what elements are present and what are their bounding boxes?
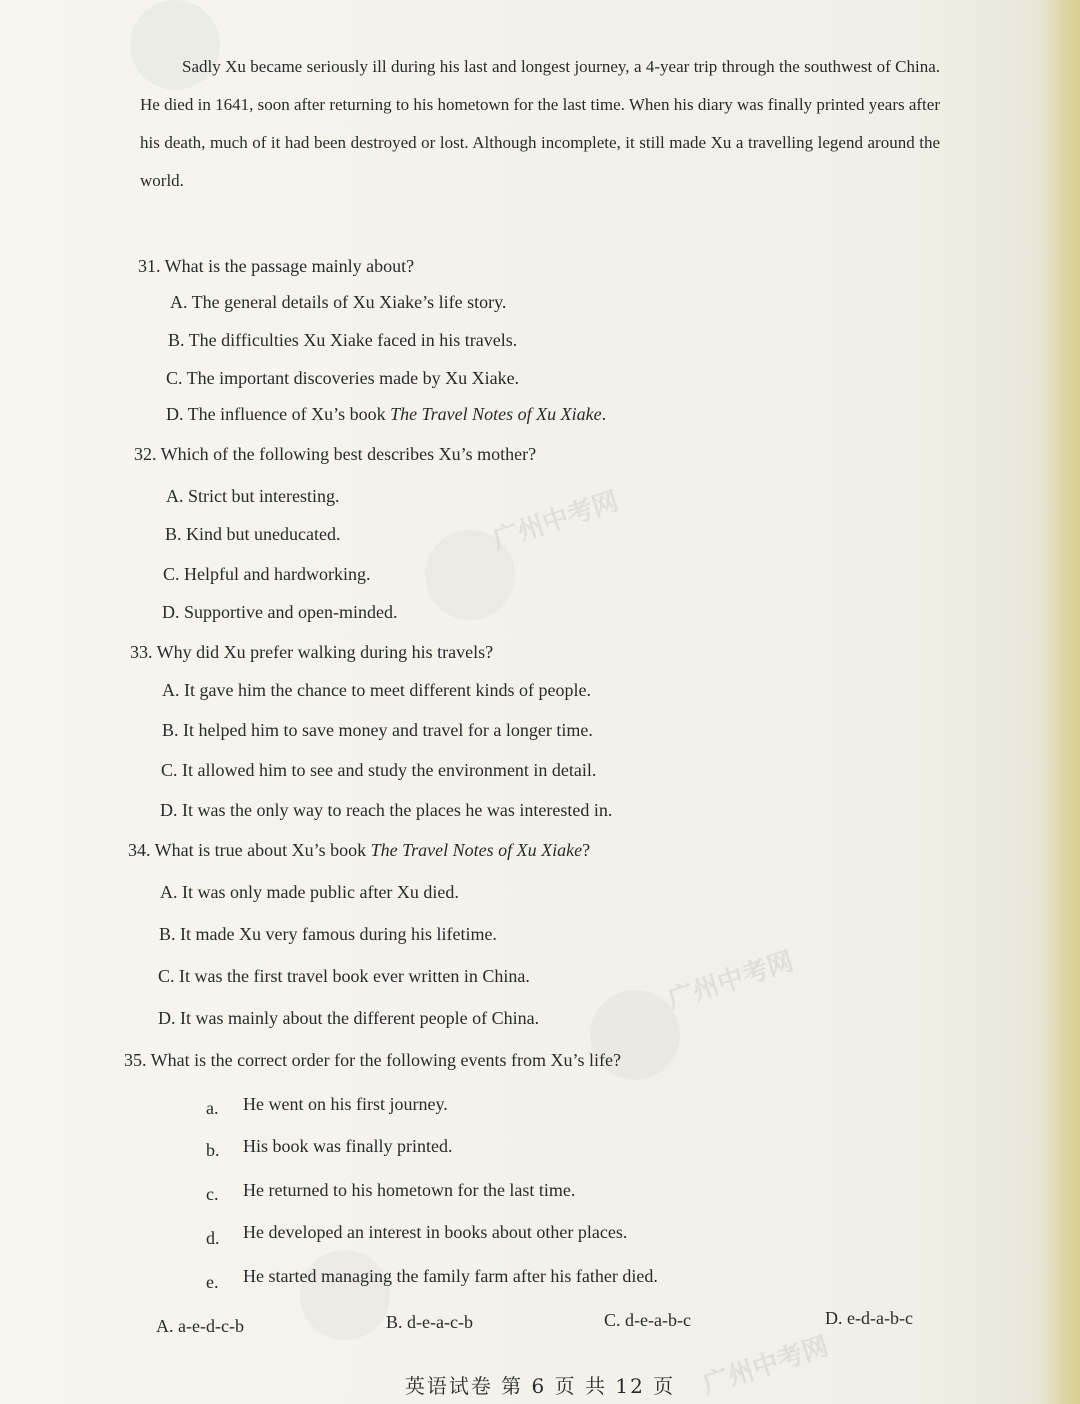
option-punctuation: . xyxy=(601,404,607,424)
question-32-option-c: C. Helpful and hardworking. xyxy=(163,564,371,584)
question-34-option-a: A. It was only made public after Xu died. xyxy=(160,882,459,902)
question-35-option-c: C. d-e-a-b-c xyxy=(604,1310,691,1330)
question-32-option-b: B. Kind but uneducated. xyxy=(165,524,341,544)
book-title: The Travel Notes of Xu Xiake xyxy=(370,840,583,860)
question-33-option-d: D. It was the only way to reach the places he was interested in. xyxy=(160,800,613,820)
question-33-stem: 33. Why did Xu prefer walking during his travels? xyxy=(130,642,494,662)
event-e-letter: e. xyxy=(206,1272,219,1292)
question-34-option-b: B. It made Xu very famous during his lifetime. xyxy=(159,924,497,944)
question-34-option-d: D. It was mainly about the different people of China. xyxy=(158,1008,540,1028)
passage-text: Sadly Xu became seriously ill during his last and longest journey, a 4-year trip through the southwest of China. He died in 1641, soon after returning to his hometown for the last time. When his diary was finally printed years after his death, much of it had been destroyed or lost. Although incomplete, it still made Xu a travelling legend around the world. xyxy=(140,57,940,190)
watermark-text: 广州中考网 xyxy=(699,1331,833,1401)
page-footer: 英语试卷 第 6 页 共 12 页 xyxy=(404,1374,676,1398)
event-e-text: He started managing the family farm after his father died. xyxy=(243,1266,658,1286)
question-35-option-a: A. a-e-d-c-b xyxy=(156,1316,244,1336)
question-31-option-c: C. The important discoveries made by Xu Xiake. xyxy=(166,368,520,388)
page-edge xyxy=(1054,0,1080,1404)
event-c-letter: c. xyxy=(206,1184,219,1204)
watermark-logo xyxy=(300,1250,390,1340)
event-b-text: His book was finally printed. xyxy=(243,1136,453,1156)
question-punctuation: ? xyxy=(582,840,591,860)
option-text: D. The influence of Xu’s book xyxy=(166,404,391,424)
question-33-option-b: B. It helped him to save money and travel for a longer time. xyxy=(162,720,593,740)
question-35-stem: 35. What is the correct order for the following events from Xu’s life? xyxy=(124,1050,622,1070)
question-text: 34. What is true about Xu’s book xyxy=(128,840,371,860)
event-b-letter: b. xyxy=(206,1140,220,1160)
question-31-option-d xyxy=(166,404,606,425)
event-c-text: He returned to his hometown for the last time. xyxy=(243,1180,576,1200)
question-32-stem: 32. Which of the following best describes Xu’s mother? xyxy=(134,444,537,464)
watermark-text: 广州中考网 xyxy=(489,486,623,556)
event-d-letter: d. xyxy=(206,1228,220,1248)
book-title: The Travel Notes of Xu Xiake xyxy=(390,404,602,424)
passage-paragraph xyxy=(140,48,940,200)
event-a-letter: a. xyxy=(206,1098,219,1118)
question-31-stem: 31. What is the passage mainly about? xyxy=(138,256,415,276)
question-35-option-b: B. d-e-a-c-b xyxy=(386,1312,473,1332)
question-31-option-b: B. The difficulties Xu Xiake faced in his travels. xyxy=(168,330,518,350)
question-33-option-a: A. It gave him the chance to meet different kinds of people. xyxy=(162,680,592,700)
question-32-option-a: A. Strict but interesting. xyxy=(166,486,340,506)
question-34-option-c: C. It was the first travel book ever written in China. xyxy=(158,966,530,986)
question-35-option-d: D. e-d-a-b-c xyxy=(825,1308,913,1328)
event-d-text: He developed an interest in books about other places. xyxy=(243,1222,628,1242)
question-31-option-a: A. The general details of Xu Xiake’s life story. xyxy=(170,292,507,312)
event-a-text: He went on his first journey. xyxy=(243,1094,448,1114)
watermark-text: 广州中考网 xyxy=(664,946,798,1016)
question-33-option-c: C. It allowed him to see and study the environment in detail. xyxy=(161,760,597,780)
question-32-option-d: D. Supportive and open-minded. xyxy=(162,602,398,622)
question-34-stem xyxy=(128,840,590,861)
